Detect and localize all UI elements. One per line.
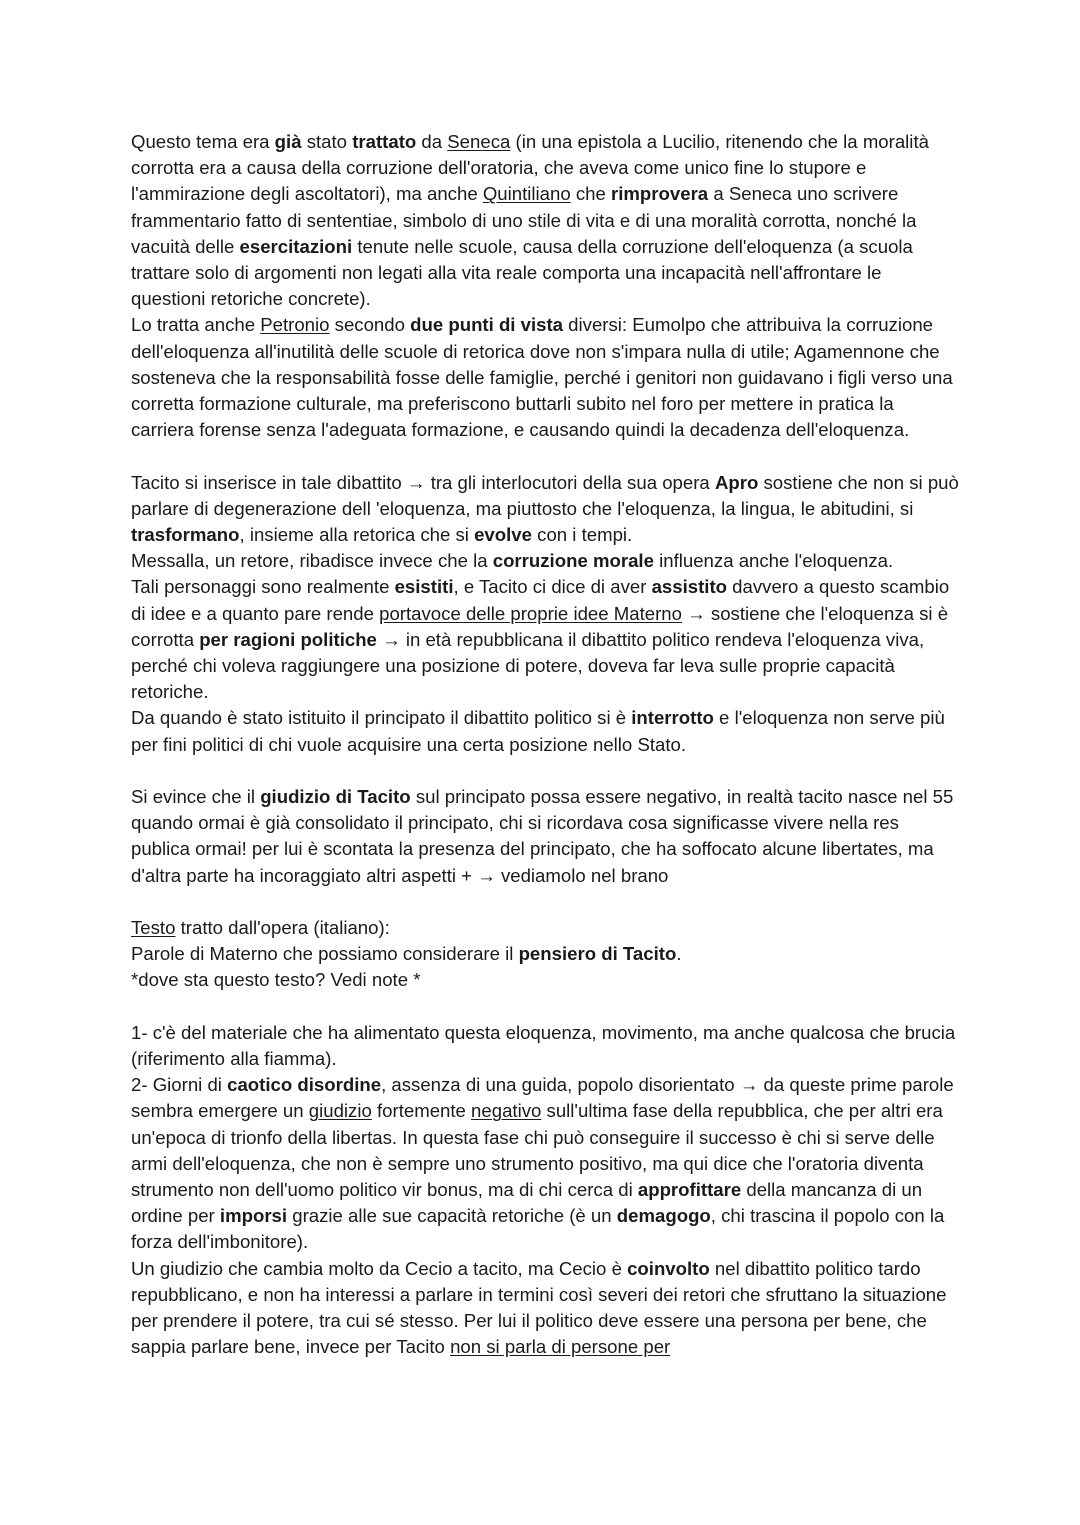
- text-run: nel dibattito politico tardo repubblicano, e non ha interessi a parlare in termini così severi dei retori che sfruttano la situazione per prendere il potere, tra cui sé stesso. Per lui il politico deve essere una persona per bene, che sappia parlare bene, invece per Tacito: [131, 1257, 947, 1358]
- text-run: secondo: [329, 314, 411, 336]
- bold-text: rimprovera: [611, 183, 709, 205]
- text-run: fortemente: [371, 1100, 472, 1122]
- text-run: grazie alle sue capacità retoriche (è un: [287, 1205, 617, 1227]
- text-run: , e Tacito ci dice di aver: [453, 576, 652, 598]
- document-page: [131, 129, 961, 1360]
- text-run: 2- Giorni di: [131, 1074, 228, 1096]
- bold-text: esercitazioni: [239, 235, 353, 257]
- underlined-text: Testo: [131, 917, 176, 939]
- text-run: *dove sta questo testo? Vedi note *: [131, 969, 421, 991]
- text-run: tenute nelle scuole, causa della corruzione dell'eloquenza (a scuola trattare solo di argomenti non legati alla vita reale comporta una incapacità nell'affrontare le questioni retoriche concrete).: [131, 235, 913, 310]
- paragraph: [131, 574, 961, 705]
- bold-text: già: [274, 131, 302, 152]
- paragraph: [131, 1072, 961, 1255]
- text-run: → sostiene che l'eloquenza si è corrotta: [131, 602, 949, 650]
- bold-text: trattato: [352, 131, 417, 152]
- paragraph: [131, 705, 961, 757]
- text-run: Un giudizio che cambia molto da Cecio a tacito, ma Cecio è: [131, 1257, 628, 1279]
- text-run: Questo tema era: [131, 131, 275, 152]
- text-run: , assenza di una guida, popolo disorientato → da queste prime parole sembra emergere un: [131, 1074, 954, 1122]
- text-run: che: [570, 183, 611, 205]
- paragraph: [131, 784, 961, 889]
- text-run: Parole di Materno che possiamo considerare il: [131, 943, 519, 965]
- bold-text: per ragioni politiche: [199, 628, 377, 650]
- paragraph: [131, 470, 961, 549]
- text-run: da: [416, 131, 448, 152]
- bold-text: esistiti: [394, 576, 454, 598]
- underlined-text: portavoce delle proprie idee Materno: [379, 602, 682, 624]
- paragraph: [131, 915, 961, 941]
- bold-text: trasformano: [131, 524, 240, 546]
- text-run: della mancanza di un ordine per: [131, 1179, 923, 1227]
- text-run: Messalla, un retore, ribadisce invece che la: [131, 550, 493, 572]
- paragraph: [131, 312, 961, 443]
- text-run: Da quando è stato istituito il principato il dibattito politico si è: [131, 707, 632, 729]
- text-run: influenza anche l'eloquenza.: [653, 550, 894, 572]
- text-run: 1- c'è del materiale che ha alimentato questa eloquenza, movimento, ma anche qualcosa che brucia (riferimento alla fiamma).: [131, 1021, 956, 1070]
- bold-text: caotico disordine: [227, 1074, 382, 1096]
- text-run: stato: [301, 131, 353, 152]
- underlined-text: Quintiliano: [482, 183, 571, 205]
- bold-text: demagogo: [616, 1205, 711, 1227]
- text-run: (in una epistola a Lucilio, ritenendo che la moralità corrotta era a causa della corruzione dell'oratoria, che aveva come unico fine lo stupore e l'ammirazione degli ascoltatori), ma anche: [131, 131, 929, 205]
- bold-text: Apro: [714, 471, 759, 493]
- text-run: tratto dall'opera (italiano):: [175, 917, 390, 939]
- text-run: , chi trascina il popolo con la forza dell'imbonitore).: [131, 1205, 945, 1253]
- paragraph-spacer: [131, 889, 961, 915]
- paragraph: [131, 129, 961, 312]
- paragraph: [131, 967, 961, 993]
- bold-text: assistito: [651, 576, 728, 598]
- text-run: davvero a questo scambio di idee e a quanto pare rende: [131, 576, 950, 624]
- text-run: a Seneca uno scrivere frammentario fatto di sententiae, simbolo di uno stile di vita e di una moralità corrotta, nonché la vacuità delle: [131, 183, 917, 257]
- text-run: Tacito si inserisce in tale dibattito → tra gli interlocutori della sua opera: [131, 471, 715, 493]
- bold-text: approfittare: [637, 1179, 742, 1201]
- text-run: sostiene che non si può parlare di degenerazione dell 'eloquenza, ma piuttosto che l'eloquenza, la lingua, le abitudini, si: [131, 471, 959, 519]
- text-run: con i tempi.: [531, 524, 633, 546]
- bold-text: coinvolto: [627, 1257, 710, 1279]
- bold-text: giudizio di Tacito: [260, 786, 411, 808]
- text-run: Lo tratta anche: [131, 314, 261, 336]
- text-run: e l'eloquenza non serve più per fini politici di chi vuole acquisire una certa posizione nello Stato.: [131, 707, 945, 755]
- text-run: .: [676, 943, 682, 965]
- paragraph-spacer: [131, 443, 961, 469]
- underlined-text: giudizio: [308, 1100, 372, 1122]
- underlined-text: Seneca: [447, 131, 511, 152]
- bold-text: interrotto: [631, 707, 714, 729]
- bold-text: corruzione morale: [492, 550, 654, 572]
- text-run: sul principato possa essere negativo, in realtà tacito nasce nel 55 quando ormai è già consolidato il principato, chi si ricordava cosa significasse vivere nella res publica ormai! per lui è scontata la presenza del principato, che ha soffocato alcune libertates, ma d'altra parte ha incoraggiato altri aspetti + → vediamolo nel brano: [131, 786, 954, 886]
- paragraph-spacer: [131, 994, 961, 1020]
- underlined-text: negativo: [471, 1100, 542, 1122]
- underlined-text: non si parla di persone per: [450, 1336, 671, 1358]
- paragraph-spacer: [131, 758, 961, 784]
- bold-text: due punti di vista: [410, 314, 564, 336]
- paragraph: [131, 1020, 961, 1072]
- paragraph: [131, 941, 961, 967]
- paragraph: [131, 1256, 961, 1361]
- paragraph: [131, 548, 961, 574]
- text-run: diversi: Eumolpo che attribuiva la corruzione dell'eloquenza all'inutilità delle scuole di retorica dove non s'impara nulla di utile; Agamennone che sosteneva che la responsabilità fosse delle famiglie, perché i genitori non guidavano i figli verso una corretta formazione culturale, ma preferiscono buttarli subito nel foro per mettere in pratica la carriera forense senza l'adeguata formazione, e causando quindi la decadenza dell'eloquenza.: [131, 314, 953, 441]
- text-run: Tali personaggi sono realmente: [131, 576, 395, 598]
- text-run: , insieme alla retorica che si: [239, 524, 475, 546]
- text-run: sull'ultima fase della repubblica, che per altri era un'epoca di trionfo della libertas. In questa fase chi può conseguire il successo è chi si serve delle armi dell'eloquenza, che non è sempre uno strumento positivo, ma qui dice che l'oratoria diventa strumento non dell'uomo politico vir bonus, ma di chi cerca di: [131, 1100, 943, 1201]
- bold-text: pensiero di Tacito: [518, 943, 677, 965]
- text-run: Si evince che il: [131, 786, 261, 808]
- underlined-text: Petronio: [260, 314, 330, 336]
- text-run: → in età repubblicana il dibattito politico rendeva l'eloquenza viva, perché chi voleva raggiungere una posizione di potere, doveva far leva sulle proprie capacità retoriche.: [131, 628, 925, 703]
- bold-text: imporsi: [219, 1205, 288, 1227]
- bold-text: evolve: [474, 524, 532, 546]
